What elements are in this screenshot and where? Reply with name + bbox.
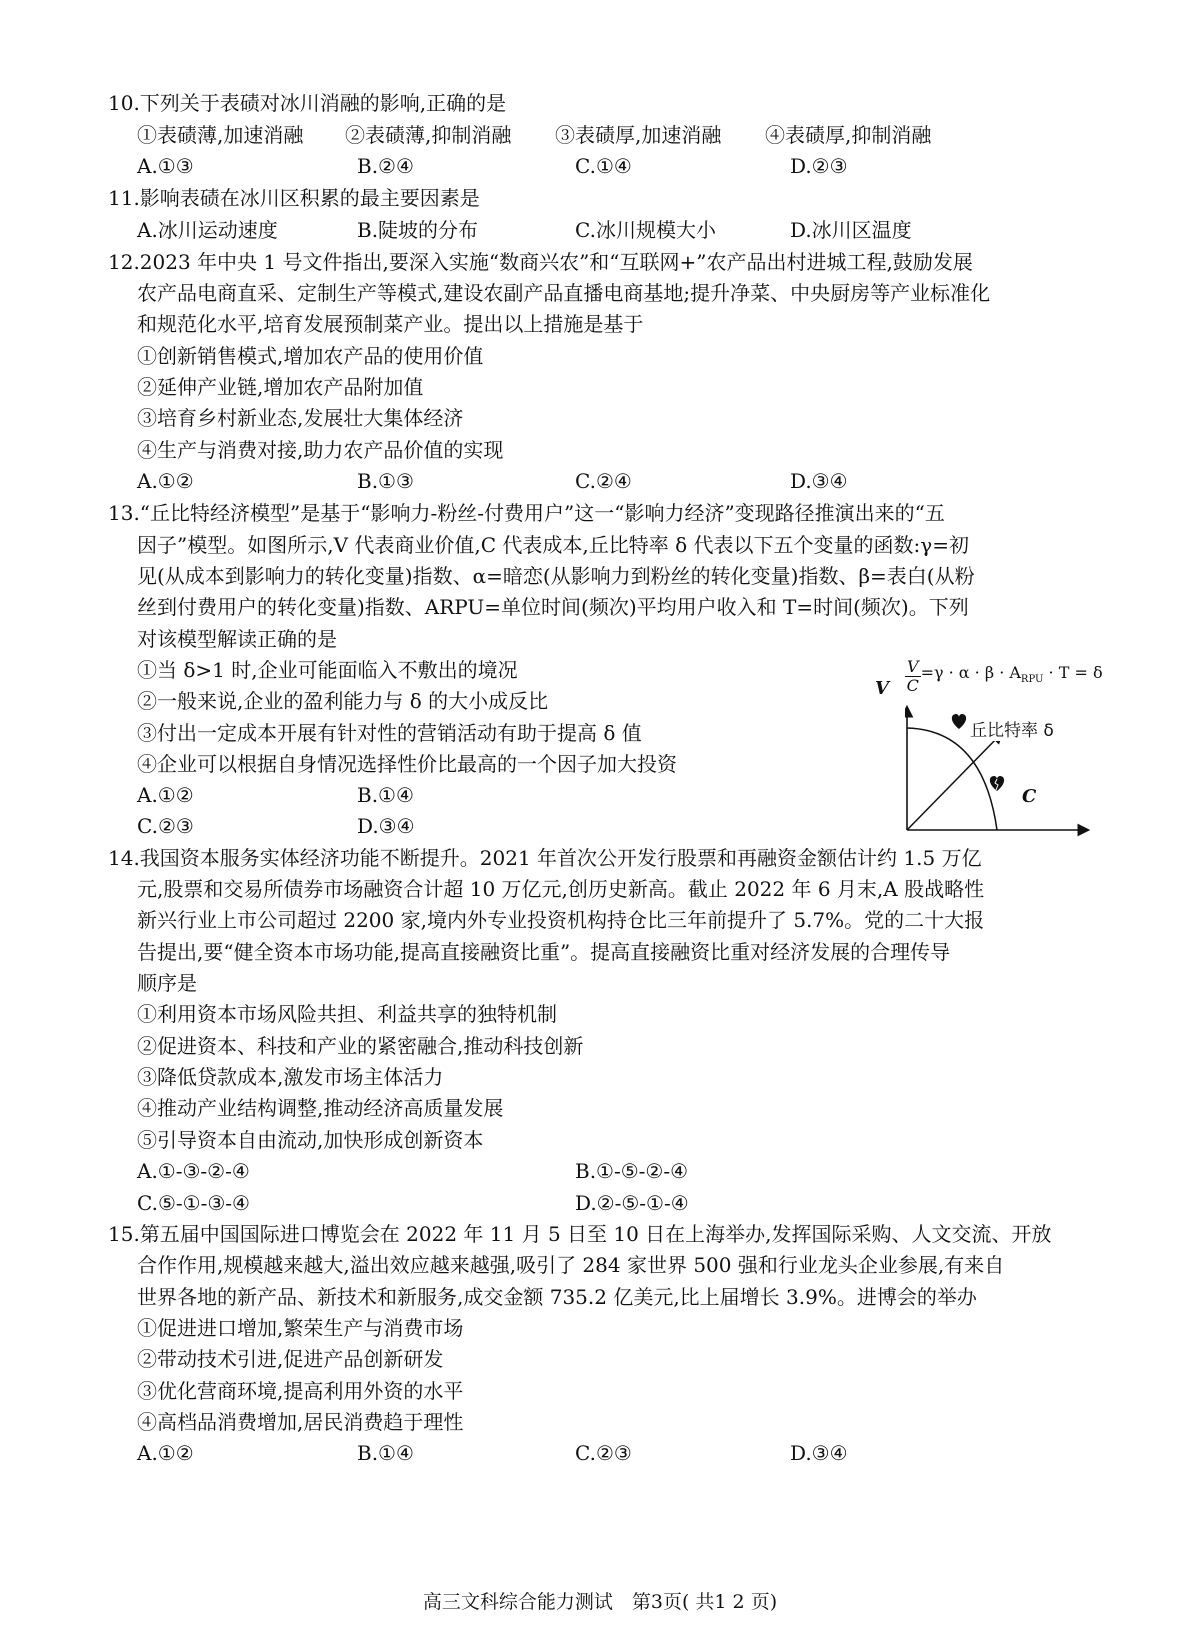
- q13-option-a: A.①②: [137, 783, 194, 807]
- q14-item-4: ④推动产业结构调整,推动经济高质量发展: [137, 1096, 504, 1120]
- q13-item-2: ②一般来说,企业的盈利能力与 δ 的大小成反比: [137, 689, 549, 713]
- formula-numerator: V: [907, 657, 919, 676]
- q11-option-a: A.冰川运动速度: [137, 218, 278, 242]
- q14-option-c: C.⑤-①-③-④: [137, 1191, 250, 1215]
- q13-stem-line-4: 丝到付费用户的转化变量)指数、ARPU=单位时间(频次)平均用户收入和 T=时间(频次)。下列: [137, 595, 969, 619]
- q15-item-3: ③优化营商环境,提高利用外资的水平: [137, 1379, 464, 1403]
- q10-item-1: ①表碛薄,加速消融: [137, 123, 304, 147]
- q15-stem-line-1: 15.第五届中国国际进口博览会在 2022 年 11 月 5 日至 10 日在上海举办,发挥国际采购、人文交流、开放: [108, 1222, 1052, 1246]
- formula-fraction: [905, 658, 921, 695]
- q14-item-2: ②促进资本、科技和产业的紧密融合,推动科技创新: [137, 1034, 584, 1058]
- q14-option-b: B.①-⑤-②-④: [575, 1159, 689, 1183]
- q15-item-4: ④高档品消费增加,居民消费趋于理性: [137, 1410, 464, 1434]
- q14-stem-line-4: 告提出,要“健全资本市场功能,提高直接融资比重”。提高直接融资比重对经济发展的合理传导: [137, 940, 951, 964]
- q12-option-c: C.②④: [575, 469, 632, 493]
- formula-tail: · T = δ: [1043, 662, 1103, 682]
- q15-option-c: C.②③: [575, 1441, 632, 1465]
- q15-item-2: ②带动技术引进,促进产品创新研发: [137, 1347, 444, 1371]
- q13-option-c: C.②③: [137, 814, 194, 838]
- q15-stem-line-2: 合作作用,规模越来越大,溢出效应越来越强,吸引了 284 家世界 500 强和行业龙头企业参展,有来自: [137, 1253, 1005, 1277]
- q12-stem-line-1: 12.2023 年中央 1 号文件指出,要深入实施“数商兴农”和“互联网+”农产品出村进城工程,鼓励发展: [108, 250, 973, 274]
- q12-item-3: ③培育乡村新业态,发展壮大集体经济: [137, 406, 464, 430]
- cost-curve: [907, 728, 997, 830]
- q13-stem-line-3: 见(从成本到影响力的转化变量)指数、α=暗恋(从影响力到粉丝的转化变量)指数、β=表白(从粉: [137, 564, 975, 588]
- q12-item-2: ②延伸产业链,增加农产品附加值: [137, 375, 424, 399]
- q11-stem: 11.影响表碛在冰川区积累的最主要因素是: [108, 186, 480, 210]
- y-axis-label: V: [875, 678, 889, 699]
- q10-option-a: A.①③: [137, 154, 194, 178]
- formula-body: =γ · α · β · A: [920, 662, 1021, 682]
- q14-option-a: A.①-③-②-④: [137, 1159, 250, 1183]
- q13-option-b: B.①④: [357, 783, 414, 807]
- q10-item-4: ④表碛厚,抑制消融: [765, 123, 932, 147]
- q12-option-a: A.①②: [137, 469, 194, 493]
- q13-stem-line-2: 因子”模型。如图所示,V 代表商业价值,C 代表成本,丘比特率 δ 代表以下五个变量的函数:γ=初: [137, 533, 969, 557]
- q12-stem-line-3: 和规范化水平,培育发展预制菜产业。提出以上措施是基于: [137, 312, 644, 336]
- q14-stem-line-1: 14.我国资本服务实体经济功能不断提升。2021 年首次公开发行股票和再融资金额估计约 1.5 万亿: [108, 846, 982, 870]
- q15-option-a: A.①②: [137, 1441, 194, 1465]
- cupid-rate-label: 丘比特率 δ: [968, 716, 1056, 741]
- formula-subscript: RPU: [1020, 674, 1044, 686]
- q13-item-3: ③付出一定成本开展有针对性的营销活动有助于提高 δ 值: [137, 721, 642, 745]
- cupid-rate-arrow: [907, 734, 1001, 830]
- q11-option-b: B.陡坡的分布: [357, 218, 479, 242]
- q11-option-c: C.冰川规模大小: [575, 218, 716, 242]
- q15-item-1: ①促进进口增加,繁荣生产与消费市场: [137, 1316, 464, 1340]
- q15-option-b: B.①④: [357, 1441, 414, 1465]
- q11-option-d: D.冰川区温度: [790, 218, 912, 242]
- q10-item-3: ③表碛厚,加速消融: [555, 123, 722, 147]
- q12-option-b: B.①③: [357, 469, 414, 493]
- q10-option-d: D.②③: [790, 154, 848, 178]
- q13-item-4: ④企业可以根据自身情况选择性价比最高的一个因子加大投资: [137, 752, 677, 776]
- formula-denominator: C: [906, 676, 919, 695]
- q14-item-5: ⑤引导资本自由流动,加快形成创新资本: [137, 1128, 484, 1152]
- q13-option-d: D.③④: [357, 814, 415, 838]
- q15-stem-line-3: 世界各地的新产品、新技术和新服务,成交金额 735.2 亿美元,比上届增长 3.9%。进博会的举办: [137, 1285, 977, 1309]
- q12-item-4: ④生产与消费对接,助力农产品价值的实现: [137, 438, 504, 462]
- broken-heart-icon: [990, 776, 1004, 791]
- q15-option-d: D.③④: [790, 1441, 848, 1465]
- q14-item-1: ①利用资本市场风险共担、利益共享的独特机制: [137, 1002, 557, 1026]
- q14-option-d: D.②-⑤-①-④: [575, 1191, 689, 1215]
- q13-item-1: ①当 δ>1 时,企业可能面临入不敷出的境况: [137, 658, 518, 682]
- q12-stem-line-2: 农产品电商直采、定制生产等模式,建设农副产品直播电商基地;提升净菜、中央厨房等产业标准化: [137, 281, 991, 305]
- x-axis-label: C: [1022, 786, 1037, 807]
- q14-stem-line-3: 新兴行业上市公司超过 2200 家,境内外专业投资机构持仓比三年前提升了 5.7%。党的二十大报: [137, 908, 985, 932]
- q12-item-1: ①创新销售模式,增加农产品的使用价值: [137, 344, 484, 368]
- q10-option-b: B.②④: [357, 154, 414, 178]
- page-footer: 高三文科综合能力测试 第3页( 共1 2 页): [422, 1591, 778, 1613]
- q13-stem-line-5: 对该模型解读正确的是: [137, 627, 337, 651]
- q14-stem-line-5: 顺序是: [137, 971, 197, 995]
- q14-item-3: ③降低贷款成本,激发市场主体活力: [137, 1065, 444, 1089]
- q10-stem: 10.下列关于表碛对冰川消融的影响,正确的是: [108, 91, 507, 115]
- heart-icon: [952, 714, 966, 729]
- q13-stem-line-1: 13.“丘比特经济模型”是基于“影响力-粉丝-付费用户”这一“影响力经济”变现路径推演出来的“五: [108, 501, 945, 525]
- cupid-formula: [905, 657, 1103, 702]
- q10-item-2: ②表碛薄,抑制消融: [345, 123, 512, 147]
- q12-option-d: D.③④: [790, 469, 848, 493]
- q10-option-c: C.①④: [575, 154, 632, 178]
- q14-stem-line-2: 元,股票和交易所债券市场融资合计超 10 万亿元,创历史新高。截止 2022 年 6 月末,A 股战略性: [137, 877, 985, 901]
